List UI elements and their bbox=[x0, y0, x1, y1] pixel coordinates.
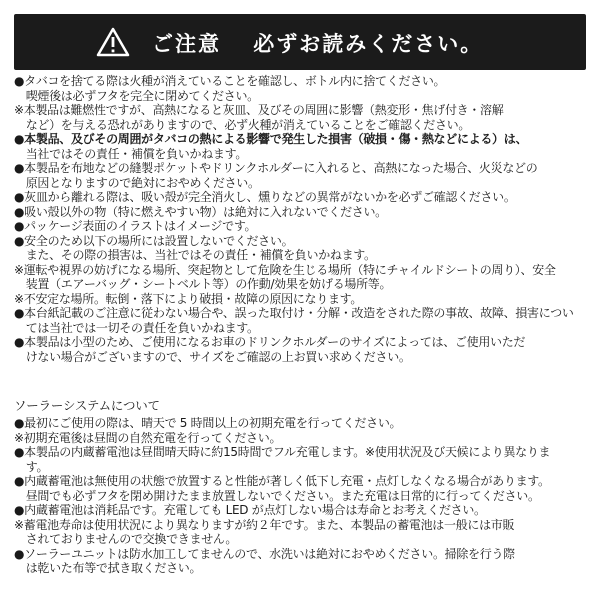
notice-line: 喫煙後は必ずフタを完全に閉めてください。 bbox=[14, 88, 259, 103]
solar-line: ●内蔵蓄電池は無使用の状態で放置すると性能が著しく低下し充電・点灯しなくなる場合があります。 bbox=[14, 474, 550, 488]
notice-line: ●パッケージ表面のイラストはイメージです。 bbox=[14, 219, 257, 233]
solar-line: ※初期充電後は昼間の自然充電を行ってください。 bbox=[14, 430, 282, 445]
notice-line: ●灰皿から離れる際は、吸い殻が完全消火し、燻りなどの異常がないかを必ずご確認ください。 bbox=[14, 190, 516, 204]
solar-line: ●本製品の内蔵蓄電池は昼間晴天時に約15時間でフル充電します。※使用状況及び天候により異なりま bbox=[14, 445, 551, 459]
solar-section-title: ソーラーシステムについて bbox=[14, 398, 160, 413]
notice-line: ●本製品を布地などの縫製ポケットやドリンクホルダーに入れると、高熱になった場合、火災などの bbox=[14, 161, 538, 175]
solar-line: ※蓄電池寿命は使用状況により異なりますが約２年です。また、本製品の蓄電池は一般には市販 bbox=[14, 517, 515, 532]
notice-line: ※本製品は難燃性ですが、高熱になると灰皿、及びその周囲に影響（熱変形・焦げ付き・溶解 bbox=[14, 103, 504, 117]
notice-line: 当社ではその責任・補償を負いかねます。 bbox=[14, 146, 248, 161]
warning-header bbox=[14, 14, 586, 70]
notice-line: けない場合がございますので、サイズをご確認の上お買い求めください。 bbox=[14, 349, 411, 364]
notice-line: ●タバコを捨てる際は火種が消えていることを確認し、ボトル内に捨てください。 bbox=[14, 74, 446, 88]
warning-icon bbox=[96, 27, 130, 57]
notice-line: など）を与える恐れがありますので、必ず火種が消えていることをご確認ください。 bbox=[14, 117, 471, 132]
notice-line: 原因となりますので絶対におやめください。 bbox=[14, 175, 260, 190]
notice-line: ●本台紙記載のご注意に従わない場合や、誤った取付け・分解・改造をされた際の事故、故障、損害につい bbox=[14, 306, 574, 320]
solar-line: ●最初にご使用の際は、晴天で 5 時間以上の初期充電を行ってください。 bbox=[14, 416, 402, 430]
solar-line: されておりませんので交換できません。 bbox=[14, 532, 238, 546]
notice-line: ●吸い殻以外の物（特に燃えやすい物）は絶対に入れないでください。 bbox=[14, 204, 387, 219]
solar-line: ●ソーラーユニットは防水加工してませんので、水洗いは絶対におやめください。掃除を行う際 bbox=[14, 546, 515, 561]
notice-line: ●本製品、及びその周囲がタバコの熱による影響で発生した損害（破損・傷・熱などによる）は、 bbox=[14, 132, 528, 146]
solar-line: ●内蔵蓄電池は消耗品です。充電しても LED が点灯しない場合は寿命とお考えください。 bbox=[14, 503, 486, 517]
notice-line: また、その際の損害は、当社ではその責任・補償を負いかねます。 bbox=[14, 248, 376, 262]
header-title: ご注意 必ずお読みください。 bbox=[152, 32, 484, 56]
notice-line: ※不安定な場所。転倒・落下により破損・故障の原因になります。 bbox=[14, 291, 363, 306]
notice-line: ●本製品は小型のため、ご使用になるお車のドリンクホルダーのサイズによっては、ご使用いただ bbox=[14, 335, 526, 349]
notice-line: ※運転や視界の妨げになる場所、突起物として危険を生じる場所（特にチャイルドシートの周り）、安全 bbox=[14, 262, 556, 277]
notice-line: ●安全のため以下の場所には設置しないでください。 bbox=[14, 233, 294, 248]
notice-line: ては当社では一切その責任を負いかねます。 bbox=[14, 320, 259, 335]
notice-line: 装置（エアーバッグ・シートベルト等）の作動/効果を妨げる場所等。 bbox=[14, 277, 392, 291]
solar-line: す。 bbox=[14, 459, 49, 474]
notice-body bbox=[14, 74, 594, 576]
solar-line: 昼間でも必ずフタを閉め開けたまま放置しないでください。また充電は日常的に行ってください。 bbox=[14, 488, 540, 503]
solar-line: は乾いた布等で拭き取ください。 bbox=[14, 561, 202, 575]
